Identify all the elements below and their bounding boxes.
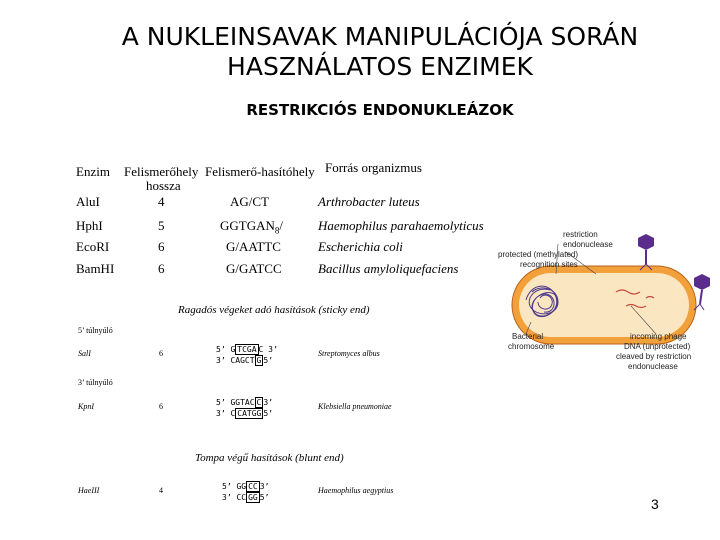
row-enzyme-ecori: EcoRI [76,239,110,254]
strand-part: 5’ G [216,345,236,354]
header-hasitohely: Felismerő-hasítóhely [205,164,315,179]
strand-part: 5’ GGTAC [216,398,255,407]
sticky-row2-bottom-strand [216,409,273,418]
row-organism-hphi: Haemophilus parahaemolyticus [318,218,484,233]
strand-box: TCGA [237,345,257,354]
row-length-hphi: 5 [158,218,165,233]
row-organism-ecori: Escherichia coli [318,239,403,254]
row-organism-bamhi: Bacillus amyloliquefaciens [318,261,459,276]
label-chromosome: chromosome [508,342,555,351]
label-endonuclease: endonuclease [563,240,613,249]
strand-part: C 3’ [258,345,278,354]
sticky-row2-length: 6 [159,402,163,411]
row-site-bamhi: G/GATCC [226,261,282,276]
sticky-row2-organism: Klebsiella pneumoniae [318,402,392,411]
strand-part: 3’ C [216,409,236,418]
strand-part: 5’ [263,409,273,418]
row-enzyme-bamhi: BamHI [76,261,115,276]
header-hossza: hossza [146,178,181,193]
label-cleaved-by: cleaved by restriction [616,352,692,361]
site-tail: / [279,218,284,233]
strand-box: G [256,356,262,365]
sticky-row1-bottom-strand [216,356,273,365]
blunt-row-top-strand [222,482,269,491]
strand-box: C [256,398,262,407]
label-protected: protected (methylated) [498,250,579,259]
strand-part: 3’ CC [222,493,247,502]
strand-box: GG [248,493,258,502]
site-subscript: 8 [274,225,280,236]
strand-part: 3’ CAGCT [216,356,255,365]
cytoplasm [519,273,689,337]
sticky-row1-organism: Streptomyces albus [318,349,380,358]
header-forras: Forrás organizmus [325,160,422,175]
row-enzyme-hphi: HphI [76,218,103,233]
row-length-bamhi: 6 [158,261,165,276]
row-site-ecori: G/AATTC [226,239,281,254]
sticky-row1-enzyme: SalI [78,349,91,358]
row-length-alui: 4 [158,194,165,209]
page-title-line1: A NUKLEINSAVAK MANIPULÁCIÓJA SORÁN [121,22,639,51]
header-felismero-hossz: Felismerőhely [124,164,199,179]
label-endonuclease-2: endonuclease [628,362,678,371]
strand-part: 5’ [263,356,273,365]
blunt-heading: Tompa végű hasítások (blunt end) [195,452,344,464]
row-length-ecori: 6 [158,239,165,254]
row-site-alui: AG/CT [230,194,269,209]
label-dna-unprotected: DNA (unprotected) [624,342,691,351]
header-enzim: Enzim [76,164,110,179]
label-recognition-sites: recognition sites [520,260,578,269]
row-site-hphi [220,218,283,236]
overhang-label-3: 3’ túlnyúló [78,378,113,387]
strand-box: CATGG [237,409,262,418]
blunt-row-enzyme: HaeIII [78,486,100,495]
strand-part: 5’ GG [222,482,247,491]
page-number: 3 [651,496,659,512]
blunt-row-bottom-strand [222,493,269,502]
sticky-heading: Ragadós végeket adó hasítások (sticky end) [178,304,370,316]
sticky-row2-enzyme: KpnI [78,402,94,411]
strand-box: CC [248,482,258,491]
label-incoming-phage: incoming phage [630,332,687,341]
blunt-row-length: 4 [159,486,163,495]
strand-part: 3’ [263,398,273,407]
sticky-row1-top-strand [216,345,278,354]
section-subtitle: RESTRIKCIÓS ENDONUKLEÁZOK [246,101,514,119]
strand-part: 5’ [259,493,270,502]
blunt-row-organism: Haemophilus aegyptius [318,486,394,495]
label-bacterial: Bacterial [512,332,544,341]
row-organism-alui: Arthrobacter luteus [318,194,420,209]
strand-part: 3’ [259,482,270,491]
site-main: GGTGAN [220,218,275,233]
page-title-line2: HASZNÁLATOS ENZIMEK [227,52,533,81]
overhang-label-5: 5’ túlnyúló [78,326,113,335]
sticky-row1-length: 6 [159,349,163,358]
row-enzyme-alui: AluI [76,194,100,209]
sticky-row2-top-strand [216,398,273,407]
phage-top-icon [638,234,654,270]
label-restriction: restriction [563,230,598,239]
